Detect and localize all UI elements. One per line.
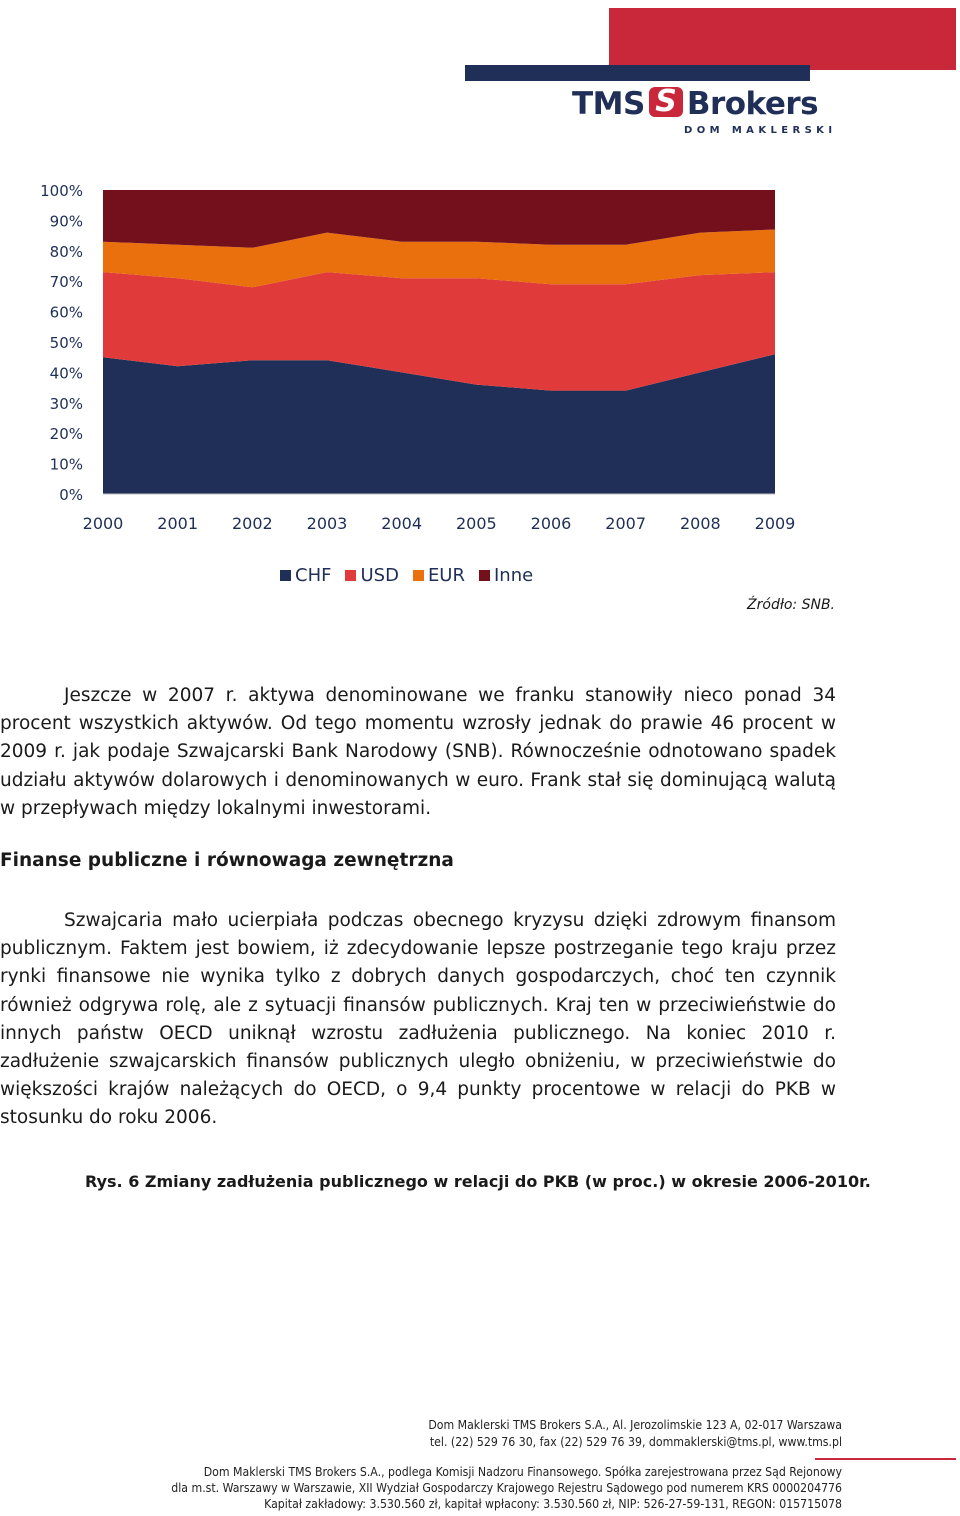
y-tick-label: 60% — [49, 303, 83, 322]
legend-swatch — [280, 570, 291, 581]
tms-brokers-logo — [572, 84, 837, 142]
legend-item-chf — [280, 563, 331, 587]
y-tick-label: 70% — [49, 273, 83, 292]
x-tick-label: 2003 — [306, 514, 348, 533]
y-tick-label: 80% — [49, 242, 83, 261]
logo-wordmark — [572, 86, 818, 122]
legend-item-eur — [413, 563, 465, 587]
logo-text-right: Brokers — [686, 86, 819, 122]
logo-subtitle: DOM MAKLERSKI — [684, 125, 837, 136]
paragraph-public-finance-text: Szwajcaria mało ucierpiała podczas obecnego kryzysu dzięki zdrowym finansom publicznym. Faktem jest bowiem, iż zdecydowanie lepsze postrzeganie tego kraju przez rynki finansowe nie wynika tylko z dobrych danych gospodarczych, choć ten czynnik również odgrywa rolę, ale z sytuacji finansów publicznych. Kraj ten w przeciwieństwie do innych państw OECD uniknął wzrostu zadłużenia publicznego. Na koniec 2010 r. zadłużenie szwajcarskich finansów publicznych uległo obniżeniu, w przeciwieństwie do większości krajów należących do OECD, o 9,4 punkty procentowe w relacji do PKB w stosunku do roku 2006. — [0, 910, 836, 1129]
legend-item-inne — [479, 563, 533, 587]
y-tick-label: 40% — [49, 364, 83, 383]
x-tick-label: 2006 — [530, 514, 572, 533]
legend-label: CHF — [295, 564, 332, 586]
paragraph-assets-text: Jeszcze w 2007 r. aktywa denominowane we franku stanowiły nieco ponad 34 procent wszystkich aktywów. Od tego momentu wzrosły jednak do prawie 46 procent w 2009 r. jak podaje Szwajcarski Bank Narodowy (SNB). Równocześnie odnotowano spadek udziału aktywów dolarowych i denominowanych w euro. Frank stał się dominującą walutą w przepływach między lokalnymi inwestorami. — [0, 685, 836, 819]
legend-label: EUR — [427, 564, 465, 586]
x-tick-label: 2005 — [455, 514, 497, 533]
y-tick-label: 100% — [40, 182, 83, 200]
legend-swatch — [413, 570, 424, 581]
currency-share-chart — [30, 172, 810, 544]
logo-text-left: TMS — [572, 86, 645, 122]
y-tick-label: 50% — [49, 334, 83, 352]
paragraph-public-finance — [0, 907, 836, 1133]
footer-registration-1: Dom Maklerski TMS Brokers S.A., podlega Komisji Nadzoru Finansowego. Spółka zarejestrowana przez Sąd Rejonowy — [203, 1465, 842, 1479]
footer-registration-3: Kapitał zakładowy: 3.530.560 zł, kapitał wpłacony: 3.530.560 zł, NIP: 526-27-59-131, REGON: 015715078 — [264, 1497, 842, 1511]
x-tick-label: 2000 — [82, 514, 124, 533]
chart-legend — [280, 563, 533, 587]
y-tick-label: 90% — [49, 212, 83, 231]
legend-swatch — [479, 570, 490, 581]
x-tick-label: 2004 — [381, 514, 423, 533]
legend-item-usd — [345, 563, 398, 587]
legend-label: Inne — [494, 564, 534, 586]
y-tick-label: 30% — [49, 394, 83, 413]
y-tick-label: 20% — [49, 425, 83, 444]
section-heading: Finanse publiczne i równowaga zewnętrzna — [0, 850, 454, 871]
x-tick-label: 2001 — [157, 514, 199, 533]
header-navy-bar — [465, 65, 810, 81]
footer-red-rule — [815, 1458, 956, 1460]
source-note: Źródło: SNB. — [747, 597, 835, 613]
y-tick-label: 10% — [49, 455, 83, 474]
footer-address: Dom Maklerski TMS Brokers S.A., Al. Jerozolimskie 123 A, 02-017 Warszawa — [428, 1418, 842, 1432]
legend-swatch — [345, 570, 356, 581]
legend-label: USD — [360, 564, 399, 586]
footer-contact: tel. (22) 529 76 30, fax (22) 529 76 39, dommaklerski@tms.pl, www.tms.pl — [429, 1435, 842, 1449]
x-tick-label: 2007 — [605, 514, 647, 533]
header-red-bar — [609, 8, 956, 70]
footer-registration-2: dla m.st. Warszawy w Warszawie, XII Wydział Gospodarczy Krajowego Rejestru Sądowego pod numerem KRS 0000204776 — [171, 1481, 842, 1495]
figure-caption: Rys. 6 Zmiany zadłużenia publicznego w relacji do PKB (w proc.) w okresie 2006-2010r. — [85, 1172, 871, 1191]
x-tick-label: 2009 — [754, 514, 796, 533]
x-tick-label: 2002 — [231, 514, 273, 533]
logo-s-icon: S — [649, 87, 683, 117]
paragraph-assets — [0, 682, 836, 823]
x-tick-label: 2008 — [679, 514, 721, 533]
y-tick-label: 0% — [59, 486, 83, 504]
